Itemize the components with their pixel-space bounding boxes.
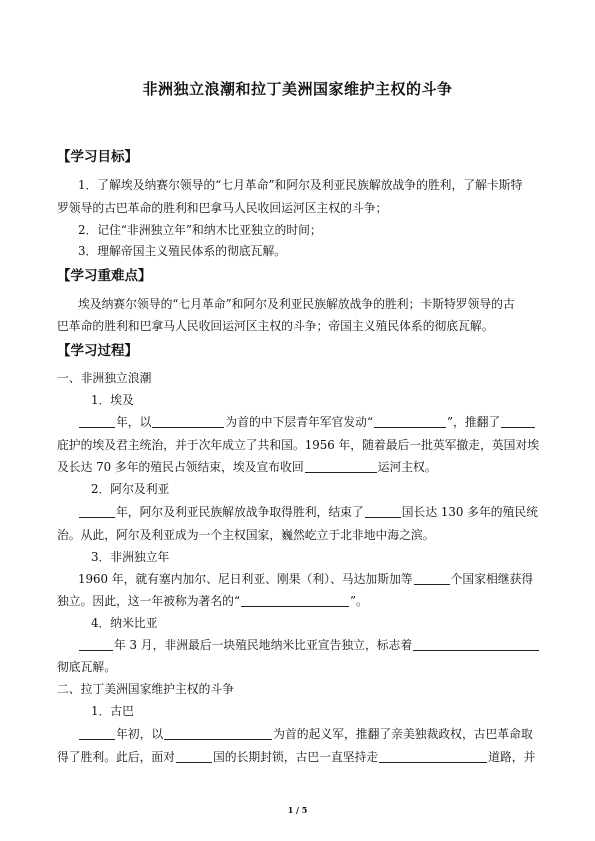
fill-blank[interactable]	[79, 505, 115, 518]
africa-year-line-2	[57, 593, 368, 609]
namibia-line-1	[78, 637, 540, 653]
cuba-text: 道路，并	[488, 750, 536, 764]
fill-blank[interactable]	[365, 505, 401, 518]
algeria-text: 年，阿尔及利亚民族解放战争取得胜利，结束了	[116, 505, 364, 519]
fill-blank[interactable]	[79, 727, 115, 740]
algeria-text: 国长达 130 多年的殖民统	[401, 505, 538, 519]
algeria-line-1	[78, 504, 538, 520]
section-1-title: 一、非洲独立浪潮	[57, 371, 152, 385]
fill-blank[interactable]	[164, 727, 272, 740]
page-title: 非洲独立浪潮和拉丁美洲国家维护主权的斗争	[142, 80, 453, 98]
cuba-line-1	[78, 726, 533, 742]
cuba-line-2	[57, 749, 535, 765]
africa-year-title: 3．非洲独立年	[91, 550, 170, 564]
namibia-line-2: 彻底瓦解。	[57, 660, 116, 674]
algeria-title: 2．阿尔及利亚	[91, 482, 170, 496]
fill-blank[interactable]	[374, 415, 446, 428]
africa-year-line-1	[78, 571, 533, 587]
egypt-text: 及长达 70 多年的殖民占领结束，埃及宣布收回	[57, 460, 304, 474]
process-heading: 【学习过程】	[57, 343, 138, 359]
section-2-title: 二、拉丁美洲国家维护主权的斗争	[57, 682, 234, 696]
fill-blank[interactable]	[79, 415, 115, 428]
africa-year-text: 独立。因此，这一年被称为著名的“	[57, 594, 240, 608]
cuba-text: 国的长期封锁，古巴一直坚持走	[212, 750, 379, 764]
africa-year-text: 个国家相继获得	[450, 572, 534, 586]
fill-blank[interactable]	[501, 415, 535, 428]
namibia-text: 年 3 月，非洲最后一块殖民地纳米比亚宣告独立，标志着	[114, 638, 413, 652]
keypoints-line-2: 巴革命的胜利和巴拿马人民收回运河区主权的斗争；帝国主义殖民体系的彻底瓦解。	[57, 319, 494, 333]
fill-blank[interactable]	[152, 415, 224, 428]
egypt-text: ”，推翻了	[447, 415, 501, 429]
egypt-text: 运河主权。	[377, 460, 437, 474]
fill-blank[interactable]	[79, 638, 113, 651]
goal-item-1-a: 1．了解埃及纳赛尔领导的“七月革命”和阿尔及利亚民族解放战争的胜利，了解卡斯特	[78, 178, 523, 192]
africa-year-text: ”。	[350, 594, 368, 608]
fill-blank[interactable]	[176, 750, 212, 763]
cuba-title: 1．古巴	[91, 704, 134, 718]
goal-item-3: 3．理解帝国主义殖民体系的彻底瓦解。	[78, 244, 287, 258]
keypoints-heading: 【学习重难点】	[57, 268, 152, 284]
cuba-text: 为首的起义军，推翻了亲美独裁政权，古巴革命取	[273, 727, 533, 741]
cuba-text: 年初，以	[116, 727, 164, 741]
egypt-text: 年，以	[116, 415, 152, 429]
egypt-text: 为首的中下层青年军官发动“	[225, 415, 374, 429]
fill-blank[interactable]	[305, 460, 377, 473]
fill-blank[interactable]	[414, 572, 450, 585]
egypt-line-2: 庇护的埃及君主统治，并于次年成立了共和国。1956 年，随着最后一批英军撤走，英国对埃	[57, 438, 540, 452]
goal-item-2: 2．记住“非洲独立年”和纳木比亚独立的时间；	[78, 223, 322, 237]
egypt-line-3	[57, 459, 437, 475]
egypt-line-1	[78, 414, 536, 430]
africa-year-text: 1960 年，就有塞内加尔、尼日利亚、刚果（利）、马达加斯加等	[78, 572, 413, 586]
fill-blank[interactable]	[241, 594, 349, 607]
goals-heading: 【学习目标】	[57, 149, 138, 165]
cuba-text: 得了胜利。此后，面对	[57, 750, 175, 764]
goal-item-1-b: 罗领导的古巴革命的胜利和巴拿马人民收回运河区主权的斗争；	[57, 201, 388, 215]
namibia-title: 4．纳米比亚	[91, 616, 158, 630]
fill-blank[interactable]	[379, 750, 487, 763]
algeria-line-2: 治。从此，阿尔及利亚成为一个主权国家，巍然屹立于北非地中海之滨。	[57, 528, 435, 542]
page-number: 1 / 5	[287, 805, 308, 815]
egypt-title: 1．埃及	[91, 393, 134, 407]
keypoints-line-1: 埃及纳赛尔领导的“七月革命”和阿尔及利亚民族解放战争的胜利；卡斯特罗领导的古	[78, 297, 515, 311]
fill-blank[interactable]	[413, 638, 539, 651]
